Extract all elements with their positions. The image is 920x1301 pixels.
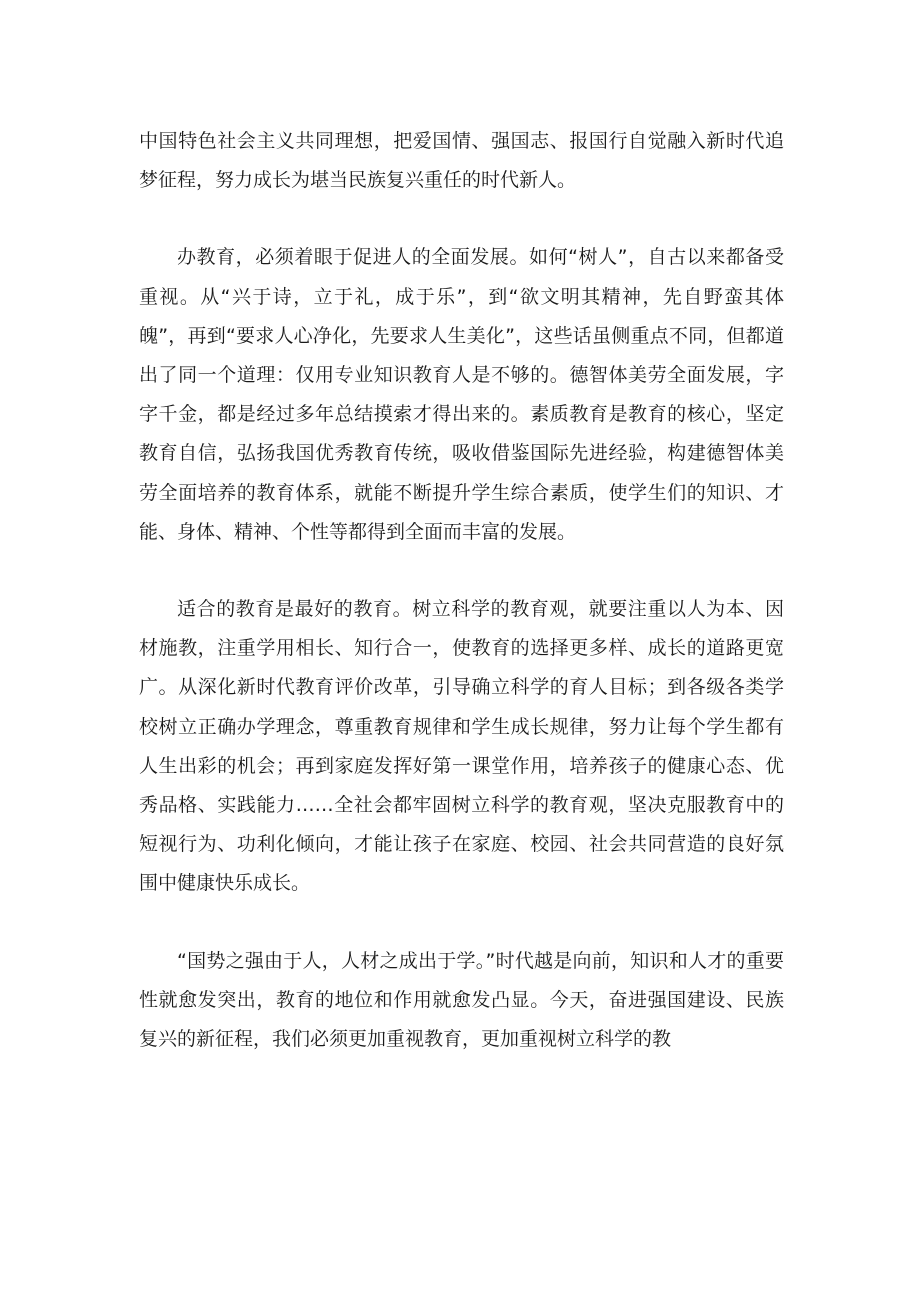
paragraph-continued: 中国特色社会主义共同理想，把爱国情、强国志、报国行自觉融入新时代追梦征程，努力成长为堪当民族复兴重任的时代新人。 <box>139 130 784 192</box>
paragraph-national-strength: “国势之强由于人，人材之成出于学。”时代越是向前，知识和人才的重要性就愈发突出，教育的地位和作用就愈发凸显。今天，奋进强国建设、民族复兴的新征程，我们必须更加重视教育，更加重视树立科学的教 <box>139 949 784 1051</box>
document-body <box>139 122 784 1097</box>
paragraph-holistic-development: 办教育，必须着眼于促进人的全面发展。如何“树人”，自古以来都备受重视。从“兴于诗，立于礼，成于乐”，到“欲文明其精神，先自野蛮其体魄”，再到“要求人心净化，先要求人生美化”，这些话虽侧重点不同，但都道出了同一个道理：仅用专业知识教育人是不够的。德智体美劳全面发展，字字千金，都是经过多年总结摸索才得出来的。素质教育是教育的核心，坚定教育自信，弘扬我国优秀教育传统，吸收借鉴国际先进经验，构建德智体美劳全面培养的教育体系，就能不断提升学生综合素质，使学生们的知识、才能、身体、精神、个性等都得到全面而丰富的发展。 <box>139 246 784 543</box>
paragraph-suitable-education: 适合的教育是最好的教育。树立科学的教育观，就要注重以人为本、因材施教，注重学用相长、知行合一，使教育的选择更多样、成长的道路更宽广。从深化新时代教育评价改革，引导确立科学的育人目标；到各级各类学校树立正确办学理念，尊重教育规律和学生成长规律，努力让每个学生都有人生出彩的机会；再到家庭发挥好第一课堂作用，培养孩子的健康心态、优秀品格、实践能力……全社会都牢固树立科学的教育观，坚决克服教育中的短视行为、功利化倾向，才能让孩子在家庭、校园、社会共同营造的良好氛围中健康快乐成长。 <box>139 598 784 895</box>
